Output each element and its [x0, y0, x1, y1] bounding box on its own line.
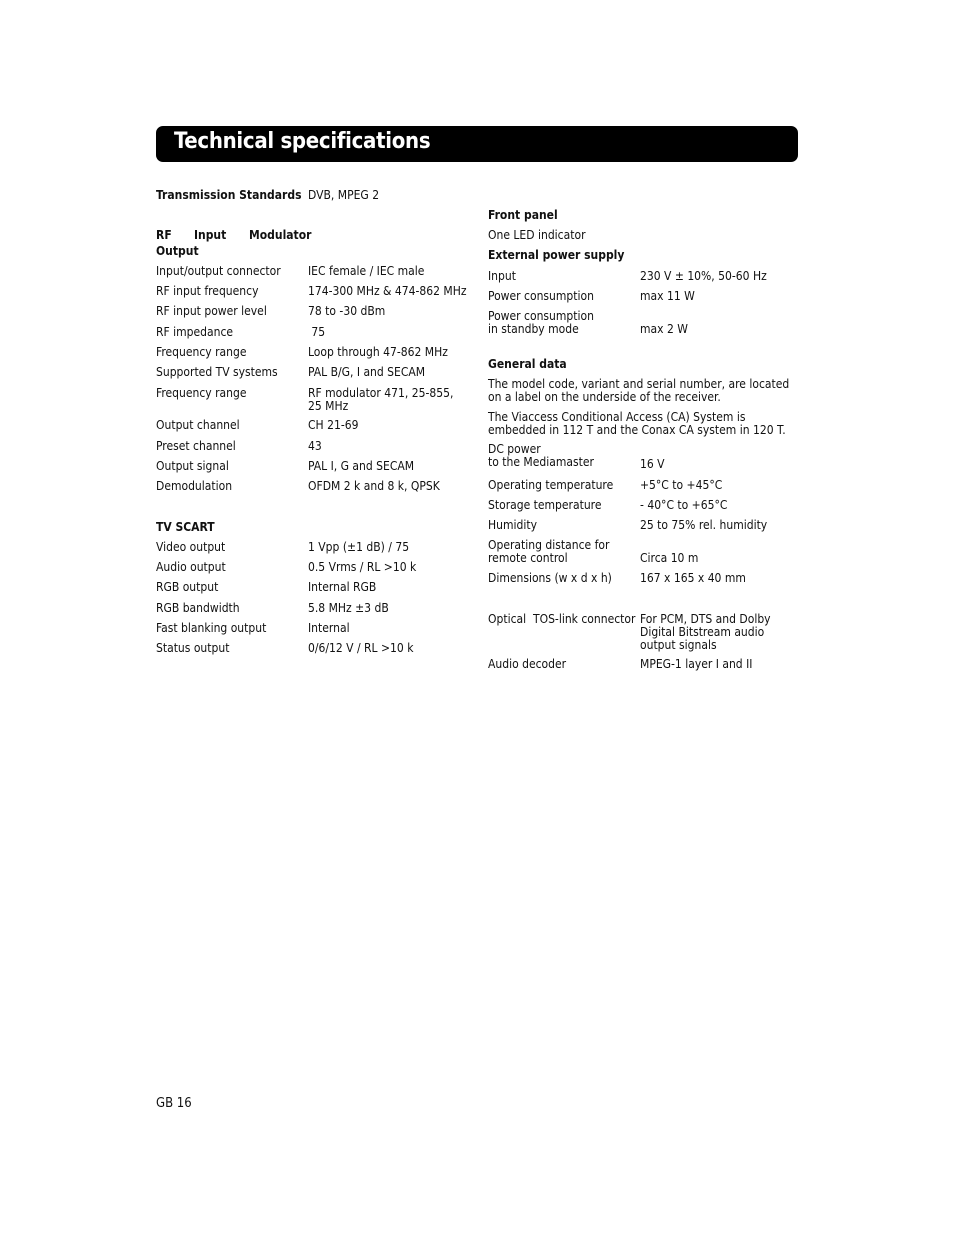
general-row-value: - 40°C to +65°C — [640, 498, 728, 512]
rf-row-value: Loop through 47-862 MHz — [308, 345, 448, 359]
scart-row-label: Video output — [156, 540, 226, 554]
rf-heading-word-1: RF — [156, 228, 172, 242]
scart-row-value: 0/6/12 V / RL >10 k — [308, 641, 414, 655]
general-row-label: Operating temperature — [488, 478, 614, 492]
rf-row-label: RF impedance — [156, 325, 234, 339]
rf-row-label: Output channel — [156, 418, 240, 432]
tv-scart-heading: TV SCART — [156, 520, 215, 534]
optical-label: Optical TOS-link connector — [488, 612, 636, 626]
rf-row-label: Output signal — [156, 459, 229, 473]
scart-row-label: Fast blanking output — [156, 621, 267, 635]
rf-row-label: Demodulation — [156, 479, 233, 493]
rf-row-label: Input/output connector — [156, 264, 281, 278]
rf-heading-word-3: Modulator — [249, 228, 312, 242]
transmission-value: DVB, MPEG 2 — [308, 188, 380, 202]
title-bar — [156, 126, 798, 162]
scart-row-label: RGB output — [156, 580, 219, 594]
general-row-label: Humidity — [488, 518, 537, 532]
audio-decoder-value: MPEG-1 layer I and II — [640, 657, 753, 671]
rf-row-label: Frequency range — [156, 386, 247, 400]
rf-row-label: RF input power level — [156, 304, 267, 318]
rf-row-value: OFDM 2 k and 8 k, QPSK — [308, 479, 440, 493]
power-row-label: Power consumption — [488, 309, 594, 323]
front-panel-heading: Front panel — [488, 208, 558, 222]
general-row-label: Storage temperature — [488, 498, 602, 512]
general-row-label-line-2: to the Mediamaster — [488, 455, 594, 469]
page-number: GB 16 — [156, 1096, 192, 1111]
audio-decoder-label: Audio decoder — [488, 657, 567, 671]
scart-row-label: Status output — [156, 641, 230, 655]
rf-row-value: 174-300 MHz & 474-862 MHz — [308, 284, 467, 298]
general-row-label: DC power — [488, 442, 541, 456]
rf-row-value: 75 — [308, 325, 326, 339]
general-row-label-line-2: remote control — [488, 551, 568, 565]
general-row-value: 16 V — [640, 457, 665, 471]
rf-row-value: 78 to -30 dBm — [308, 304, 386, 318]
general-data-heading: General data — [488, 357, 567, 371]
rf-row-value: IEC female / IEC male — [308, 264, 425, 278]
general-row-value: +5°C to +45°C — [640, 478, 723, 492]
scart-row-value: 1 Vpp (±1 dB) / 75 — [308, 540, 410, 554]
optical-value: For PCM, DTS and Dolby Digital Bitstream audio output signals — [640, 612, 771, 652]
general-row-value: Circa 10 m — [640, 551, 699, 565]
power-row-value: max 11 W — [640, 289, 695, 303]
power-row-value: 230 V ± 10%, 50-60 Hz — [640, 269, 767, 283]
scart-row-label: RGB bandwidth — [156, 601, 240, 615]
general-row-label: Dimensions (w x d x h) — [488, 571, 612, 585]
general-data-paragraph: The model code, variant and serial number, are located on a label on the underside of the receiver. — [488, 377, 790, 404]
scart-row-value: Internal — [308, 621, 350, 635]
power-row-value: max 2 W — [640, 322, 688, 336]
scart-row-label: Audio output — [156, 560, 226, 574]
rf-row-value: 43 — [308, 439, 322, 453]
page-title: Technical specifications — [174, 129, 431, 154]
rf-row-label: Preset channel — [156, 439, 236, 453]
scart-row-value: 5.8 MHz ±3 dB — [308, 601, 389, 615]
rf-row-label: Frequency range — [156, 345, 247, 359]
general-row-value: 25 to 75% rel. humidity — [640, 518, 768, 532]
power-supply-heading: External power supply — [488, 248, 625, 262]
front-panel-text: One LED indicator — [488, 228, 586, 242]
power-row-label-line-2: in standby mode — [488, 322, 579, 336]
rf-row-label: RF input frequency — [156, 284, 259, 298]
general-data-paragraph: The Viaccess Conditional Access (CA) System is embedded in 112 T and the Conax CA system in 120 T. — [488, 410, 786, 437]
power-row-label: Power consumption — [488, 289, 594, 303]
rf-row-label: Supported TV systems — [156, 365, 278, 379]
rf-row-value: CH 21-69 — [308, 418, 359, 432]
scart-row-value: 0.5 Vrms / RL >10 k — [308, 560, 417, 574]
rf-row-value: PAL B/G, I and SECAM — [308, 365, 426, 379]
power-row-label: Input — [488, 269, 516, 283]
rf-heading-word-4: Output — [156, 244, 199, 258]
general-row-label: Operating distance for — [488, 538, 610, 552]
scart-row-value: Internal RGB — [308, 580, 377, 594]
rf-row-value: PAL I, G and SECAM — [308, 459, 415, 473]
rf-row-value: RF modulator 471, 25-855, 25 MHz — [308, 386, 454, 413]
transmission-label: Transmission Standards — [156, 188, 302, 202]
rf-heading-word-2: Input — [194, 228, 227, 242]
general-row-value: 167 x 165 x 40 mm — [640, 571, 746, 585]
